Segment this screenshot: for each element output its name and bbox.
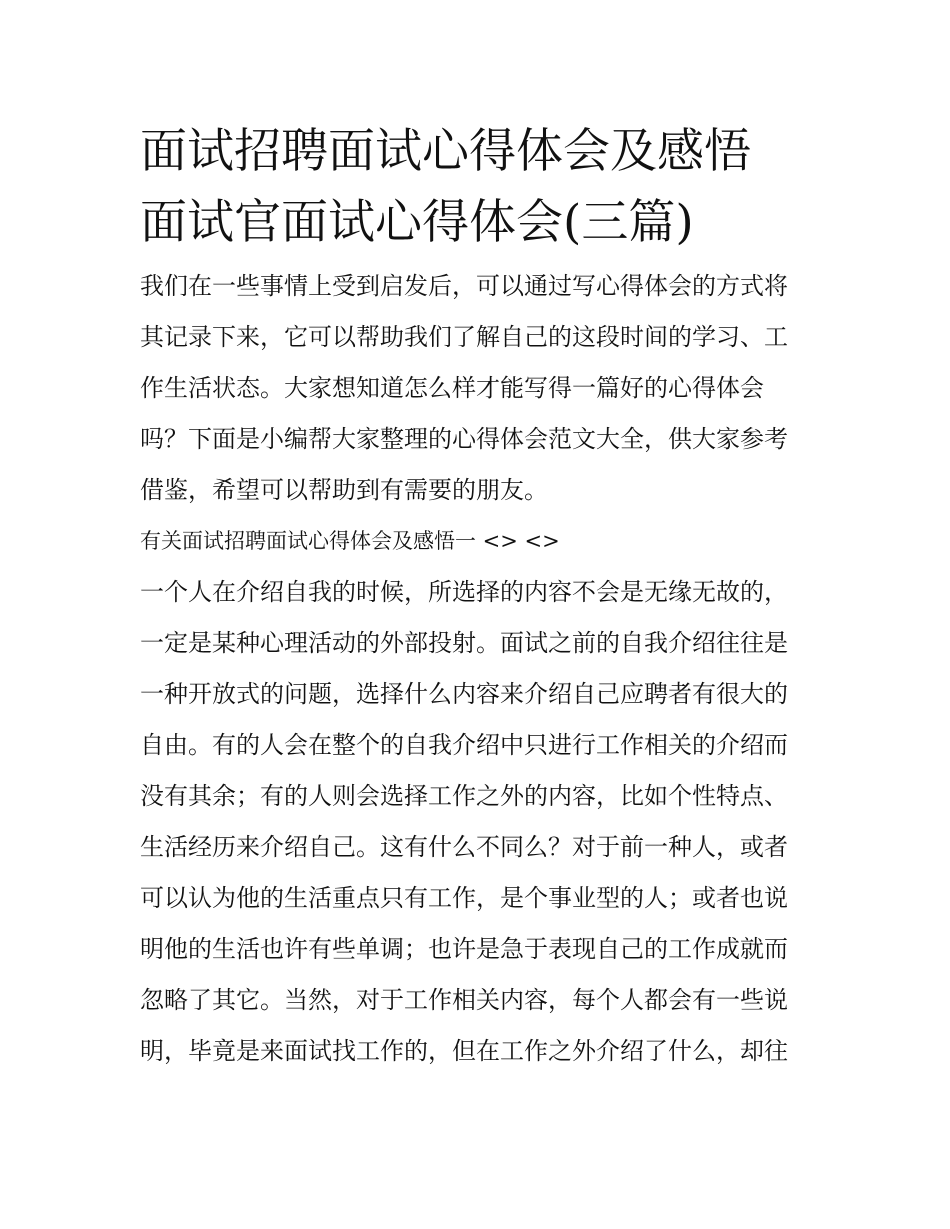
intro-line: 吗？下面是小编帮大家整理的心得体会范文大全，供大家参考 [140,425,788,453]
title-line-2: 面试官面试心得体会(三篇) [140,195,694,250]
section-paragraph [140,567,812,1077]
intro-paragraph [140,261,812,516]
intro-line: 借鉴，希望可以帮助到有需要的朋友。 [140,476,548,504]
section-line: 明，毕竟是来面试找工作的，但在工作之外介绍了什么，却往 [140,1037,788,1065]
section-line: 明他的生活也许有些单调；也许是急于表现自己的工作成就而 [140,935,788,963]
section-line: 自由。有的人会在整个的自我介绍中只进行工作相关的介绍而 [140,731,788,759]
section-line: 忽略了其它。当然，对于工作相关内容，每个人都会有一些说 [140,986,788,1014]
title-line-1: 面试招聘面试心得体会及感悟 [140,124,751,179]
section-line: 可以认为他的生活重点只有工作，是个事业型的人；或者也说 [140,884,788,912]
section-line: 生活经历来介绍自己。这有什么不同么？对于前一种人，或者 [140,833,788,861]
page-title [140,116,812,258]
intro-line: 作生活状态。大家想知道怎么样才能写得一篇好的心得体会 [140,374,764,402]
document-content [140,116,812,1077]
section-line: 一个人在介绍自我的时候，所选择的内容不会是无缘无故的， [140,578,788,606]
section-line: 没有其余；有的人则会选择工作之外的内容，比如个性特点、 [140,782,788,810]
section-line: 一定是某种心理活动的外部投射。面试之前的自我介绍往往是 [140,629,788,657]
intro-line: 我们在一些事情上受到启发后，可以通过写心得体会的方式将 [140,272,788,300]
section-heading: 有关面试招聘面试心得体会及感悟一 <> <> [140,529,560,553]
section-line: 一种开放式的问题，选择什么内容来介绍自己应聘者有很大的 [140,680,788,708]
intro-line: 其记录下来，它可以帮助我们了解自己的这段时间的学习、工 [140,323,788,351]
